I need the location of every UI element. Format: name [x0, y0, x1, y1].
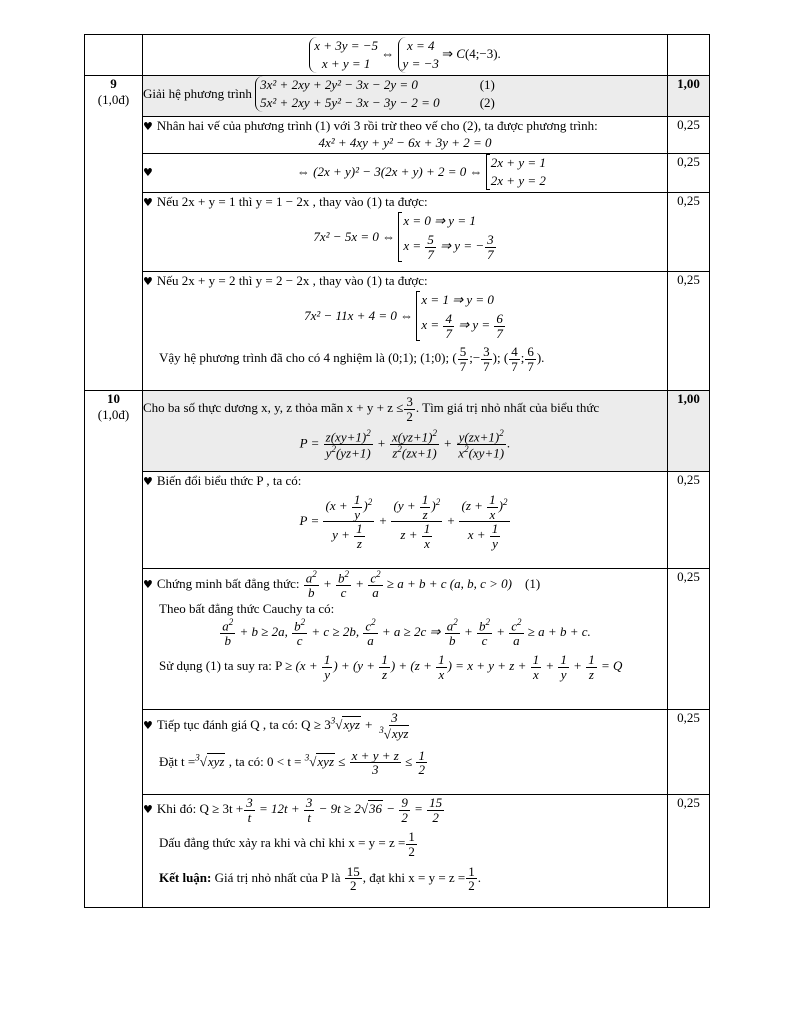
heart-icon: ♥: [143, 718, 153, 732]
solution-cell: [143, 35, 668, 76]
question-number-10: 10 (1,0đ): [85, 391, 143, 908]
score-q9: 1,00: [668, 76, 710, 117]
heart-icon: ♥: [143, 275, 153, 288]
table-row-q10-step3: ♥ Tiếp tục đánh giá Q , ta có: $Q \ge 3^3√xyz$ + $\frac{3}{^3√xyz}$ Đặt t =$^3$√xyz , ta có: 0 < t = $^3$√xyz ≤ $\frac{x + y + z}{3}$ ≤ $\frac{1}{2}$ 0,25: [85, 710, 710, 795]
heart-icon: ♥: [143, 196, 153, 209]
table-row-q9-step3: ♥ Nếu 2x + y = 1 thì y = 1 − 2x , thay vào (1) ta được: 7x² − 5x = 0 ⇔ x = 0 ⇒ y = 1 x = $\frac{5}{7}$ ⇒ y = − $\frac{3}{7}$ 0,25: [85, 193, 710, 272]
heart-icon: ♥: [143, 120, 153, 133]
table-row-q10-step1: ♥ Biến đổi biểu thức P , ta có: P = (x + $\frac{1}{y}$ )$^2$ y + $\frac{1}{z}$ + (y + $\frac{1}{z}$ )$^2$ z + $\frac{1}{x}$ + (z + $\frac{1}{x}$ )$^2$ x + $\frac{1}{y}$ 0,25: [85, 472, 710, 569]
heart-icon: ♥: [143, 475, 153, 488]
question-number-9: 9 (1,0đ): [85, 76, 143, 391]
table-row-q10-step4: ♥ Khi đó: Q ≥ 3t + $\frac{3}{t}$ = 12t + $\frac{3}{t}$ − 9t ≥ 2√36 − $\frac{9}{2}$ = $\frac{15}{2}$ Dấu đẳng thức xảy ra khi và chỉ khi x = y = z = $\frac{1}{2}$ Kết luận: Giá trị nhỏ nhất của P là $\frac{15}{2}$ , đạt khi x = y = z = $\frac{1}{2}$ . 0,25: [85, 795, 710, 908]
system-solution: x + 3y = −5 x + y = 1 ⇔ x = 4 y = −3 ⇒ C(4;−3).: [143, 37, 667, 73]
heart-icon: ♥: [143, 803, 153, 817]
table-row-q10: 10 (1,0đ) Cho ba số thực dương x, y, z thỏa mãn x + y + z ≤ $\frac{3}{2}$ . Tìm giá trị nhỏ nhất của biểu thức P = $\frac{z(xy+1)^2}{y^2(yz+1)}$ + $\frac{x(yz+1)^2}{z^2(zx+1)}$ + $\frac{y(zx+1)^2}{x^2(xy+1)}$ . 1,00: [85, 391, 710, 472]
table-row-q9-step4: ♥ Nếu 2x + y = 2 thì y = 2 − 2x , thay vào (1) ta được: 7x² − 11x + 4 = 0 ⇔ x = 1 ⇒ y = 0 x = $\frac{4}{7}$ ⇒ y = $\frac{6}{7}$ Vậy hệ phương trình đã cho có 4 nghiệm là (0;1); (1;0); ( $\frac{5}{7}$ ;− $\frac{3}{7}$ ); ( $\frac{4}{7}$ ; $\frac{6}{7}$ ). 0,25: [85, 272, 710, 391]
table-row-q9: [85, 76, 710, 117]
q9-statement: Giải hệ phương trình 3x² + 2xy + 2y² − 3x − 2y = 0 5x² + 2xy + 5y² − 3x − 3y − 2 = 0 (1) (2): [143, 76, 668, 117]
score-cell: [668, 35, 710, 76]
table-row-continuation: [85, 35, 710, 76]
question-cell: [85, 35, 143, 76]
q10-statement: Cho ba số thực dương x, y, z thỏa mãn x + y + z ≤ $\frac{3}{2}$ . Tìm giá trị nhỏ nhất của biểu thức P = $\frac{z(xy+1)^2}{y^2(yz+1)}$ + $\frac{x(yz+1)^2}{z^2(zx+1)}$ + $\frac{y(zx+1)^2}{x^2(xy+1)}$ .: [143, 391, 668, 472]
table-row-q9-step1: ♥ Nhân hai vế của phương trình (1) với 3 rồi trừ theo vế cho (2), ta được phương trình: 4x² + 4xy + y² − 6x + 3y + 2 = 0 0,25: [85, 117, 710, 154]
answer-table: [84, 34, 710, 908]
table-row-q10-step2: ♥ Chứng minh bất đẳng thức: $\frac{a^2}{b}$ + $\frac{b^2}{c}$ + $\frac{c^2}{a}$ ≥ a + b + c (a, b, c > 0) (1) Theo bất đẳng thức Cauchy ta có: $\frac{a^2}{b}$ + b ≥ 2a, $\frac{b^2}{c}$ + c ≥ 2b, $\frac{c^2}{a}$ + a ≥ 2c ⇒ $\frac{a^2}{b}$ + $\frac{b^2}{c}$ + $\frac{c^2}{a}$ ≥ a + b + c. Sử dụng (1) ta suy ra: P ≥ (x + $\frac{1}{y}$ ) + (y + $\frac{1}{z}$ ) + (z + $\frac{1}{x}$ ) = x + y + z + $\frac{1}{x}$ + $\frac{1}{y}$ + $\frac{1}{z}$ = Q 0,25: [85, 569, 710, 710]
heart-icon: ♥: [143, 165, 153, 179]
table-row-q9-step2: ♥ ⇔ (2x + y)² − 3(2x + y) + 2 = 0 ⇔ 2x + y = 1 2x + y = 2 0,25: [85, 154, 710, 193]
heart-icon: ♥: [143, 577, 153, 591]
